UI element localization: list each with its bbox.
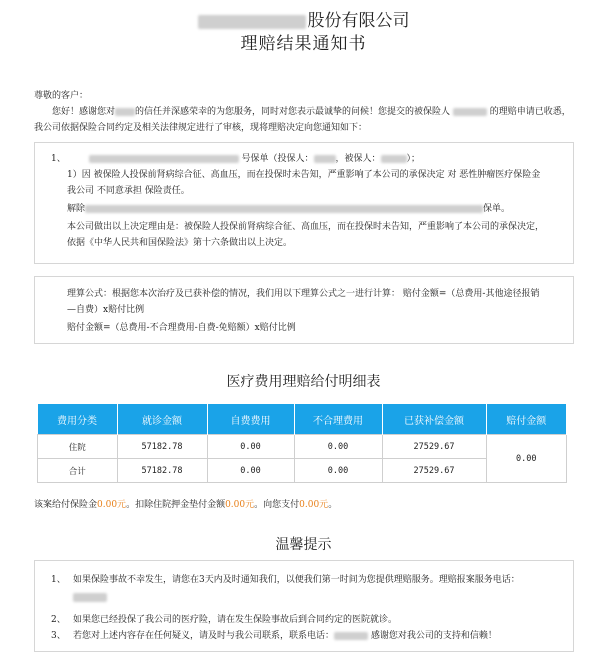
redacted-company	[115, 108, 135, 116]
col-header: 就诊金额	[117, 404, 207, 435]
intro-paragraph: 您好！感谢您对 的信任并深感荣幸的为您服务，同时对您表示最诚挚的问候！您提交的被保险人 的理赔申请已收悉，我公司依据保险合同约定及相关法律规定进行了审核，现将理赔决定向您通知如下：	[34, 107, 571, 133]
table-cell: 0.00	[294, 435, 382, 459]
policy-line: 1、 号保单（投保人： ，被保人： ）；	[51, 154, 421, 164]
table-cell: 27529.67	[382, 435, 486, 459]
payment-amount: 0.00元	[299, 500, 329, 510]
terminate-line: 解除 保单。	[67, 204, 511, 214]
formula-box	[34, 276, 574, 344]
table-cell: 合计	[38, 459, 118, 483]
redacted-insured	[381, 155, 407, 163]
tip-1: 1、 如果保险事故不幸发生，请您在3天内及时通知我们，以便我们第一时间为您提供理赔服务。理赔报案服务电话：	[51, 575, 520, 585]
redacted-applicant	[314, 155, 336, 163]
decision-box	[34, 142, 574, 264]
table-cell: 57182.78	[117, 459, 207, 483]
table-cell: 0.00	[207, 459, 294, 483]
col-header: 自费费用	[207, 404, 294, 435]
document-header	[0, 10, 607, 55]
col-header: 已获补偿金额	[382, 404, 486, 435]
redacted-policy-number	[89, 155, 239, 163]
payout-cell: 0.00	[486, 435, 567, 483]
table-cell: 57182.78	[117, 435, 207, 459]
table-cell: 住院	[38, 435, 118, 459]
company-name: 股份有限公司	[0, 10, 607, 32]
tip-3: 3、 若您对上述内容存在任何疑义，请及时与我公司联系，联系电话： 感谢您对我公司的支持和信赖！	[51, 631, 497, 641]
greeting: 尊敬的客户：	[34, 91, 89, 101]
claims-table	[37, 404, 567, 483]
table-row	[38, 435, 567, 459]
col-header: 费用分类	[38, 404, 118, 435]
deposit-amount: 0.00元	[225, 500, 255, 510]
table-title: 医疗费用理赔给付明细表	[226, 374, 381, 390]
benefit-amount: 0.00元	[97, 500, 127, 510]
document-title: 理赔结果通知书	[240, 34, 367, 54]
table-cell: 27529.67	[382, 459, 486, 483]
formula-line-3: 赔付金额=（总费用-不合理费用-自费-免赔额）x赔付比例	[67, 323, 296, 333]
table-cell: 0.00	[294, 459, 382, 483]
redacted-policy-list	[85, 205, 483, 213]
table-cell: 0.00	[207, 435, 294, 459]
redacted-company-prefix	[198, 15, 306, 29]
col-header: 不合理费用	[294, 404, 382, 435]
reason-line-a: 本公司做出以上决定理由是：被保险人投保前肾病综合征、高血压，而在投保时未告知，严重影响了本公司的承保决定，	[67, 222, 545, 232]
reason-line-b: 依据《中华人民共和国保险法》第十六条做出以上决定。	[67, 238, 293, 248]
decision-item-1a: 1）因 被保险人投保前肾病综合征、高血压，而在投保时未告知，严重影响了本公司的承保决定 对 恶性肿瘤医疗保险金	[67, 170, 541, 180]
redacted-insured-name	[453, 108, 487, 116]
col-header: 赔付金额	[486, 404, 567, 435]
tips-title: 温馨提示	[275, 537, 332, 553]
formula-line-1: 理算公式：根据您本次治疗及已获补偿的情况，我们用以下理算公式之一进行计算： 赔付金额=（总费用-其他途径报销	[67, 289, 540, 299]
tips-box	[34, 560, 574, 652]
redacted-contact-phone	[334, 632, 368, 640]
payment-summary: 该案给付保险金0.00元。扣除住院押金垫付金额0.00元。向您支付0.00元。	[34, 500, 338, 510]
formula-line-2: —自费）x赔付比例	[67, 305, 145, 315]
table-header-row	[38, 404, 567, 435]
decision-item-1b: 我公司 不同意承担 保险责任。	[67, 186, 190, 196]
redacted-phone	[73, 591, 107, 605]
tip-2: 2、 如果您已经投保了我公司的医疗险，请在发生保险事故后到合同约定的医院就诊。	[51, 615, 398, 625]
